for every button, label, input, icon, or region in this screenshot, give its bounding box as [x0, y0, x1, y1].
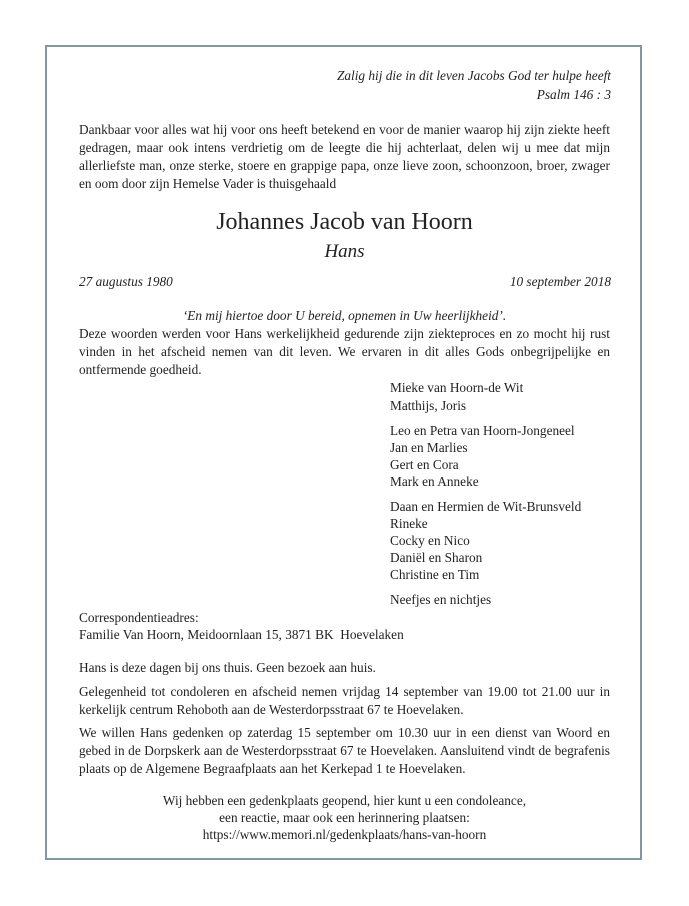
memorial-line-2: een reactie, maar ook een herinnering plaatsen:	[219, 810, 470, 825]
family-line: Leo en Petra van Hoorn-Jongeneel	[390, 423, 575, 438]
family-line: Rineke	[390, 516, 428, 531]
notice-home: Hans is deze dagen bij ons thuis. Geen bezoek aan huis.	[79, 660, 376, 675]
death-date: 10 september 2018	[509, 274, 611, 289]
memorial-line-1: Wij hebben een gedenkplaats geopend, hier kunt u een condoleance,	[162, 793, 527, 808]
family-line: Neefjes en nichtjes	[390, 592, 492, 607]
notice-condolence: Gelegenheid tot condoleren en afscheid nemen vrijdag 14 september van 19.00 tot 21.00 uur in kerkelijk centrum Rehoboth aan de Westerdorpsstraat 67 te Hoevelaken.	[79, 684, 610, 717]
quote-paragraph: Deze woorden werden voor Hans werkelijkheid gedurende zijn ziekteproces en zo mocht hij rust vinden in het afscheid nemen van dit leven. We ervaren in dit alles Gods onbegrijpelijke en ontfermende goedheid.	[79, 326, 610, 377]
family-line: Cocky en Nico	[390, 533, 470, 548]
family-line: Daan en Hermien de Wit-Brunsveld	[390, 499, 582, 514]
family-line: Mieke van Hoorn-de Wit	[390, 380, 524, 395]
family-line: Christine en Tim	[390, 567, 480, 582]
motto-line-1: Zalig hij die in dit leven Jacobs God ter hulpe heeft	[336, 68, 611, 83]
birth-date: 27 augustus 1980	[79, 274, 173, 289]
memorial-link[interactable]: https://www.memori.nl/gedenkplaats/hans-van-hoorn	[202, 827, 487, 842]
correspondence-address: Familie Van Hoorn, Meidoornlaan 15, 3871 BK Hoevelaken	[79, 627, 404, 642]
correspondence-label: Correspondentieadres:	[79, 610, 199, 625]
deceased-nickname: Hans	[324, 241, 365, 262]
family-line: Daniël en Sharon	[390, 550, 483, 565]
quote: ‘En mij hiertoe door U bereid, opnemen in Uw heerlijkheid’.	[182, 308, 507, 323]
notice-service: We willen Hans gedenken op zaterdag 15 september om 10.30 uur in een dienst van Woord en gebed in de Dorpskerk aan de Westerdorpsstraat 67 te Hoevelaken. Aansluitend vindt de begrafenis plaats op de Algemene Begraafplaats aan het Kerkepad 1 te Hoevelaken.	[79, 725, 610, 776]
family-line: Mark en Anneke	[390, 474, 479, 489]
deceased-name: Johannes Jacob van Hoorn	[216, 209, 473, 235]
intro-paragraph: Dankbaar voor alles wat hij voor ons heeft betekend en voor de manier waarop hij zijn ziekte heeft gedragen, maar ook intens verdrietig om de leegte die hij achterlaat, delen wij u mee dat mijn allerliefste man, onze sterke, stoere en grappige papa, onze lieve zoon, schoonzoon, broer, zwager en oom door zijn Hemelse Vader is thuisgehaald	[79, 122, 610, 191]
family-line: Jan en Marlies	[390, 440, 468, 455]
family-line: Matthijs, Joris	[390, 398, 467, 413]
family-line: Gert en Cora	[390, 457, 459, 472]
motto-line-2: Psalm 146 : 3	[536, 87, 611, 102]
